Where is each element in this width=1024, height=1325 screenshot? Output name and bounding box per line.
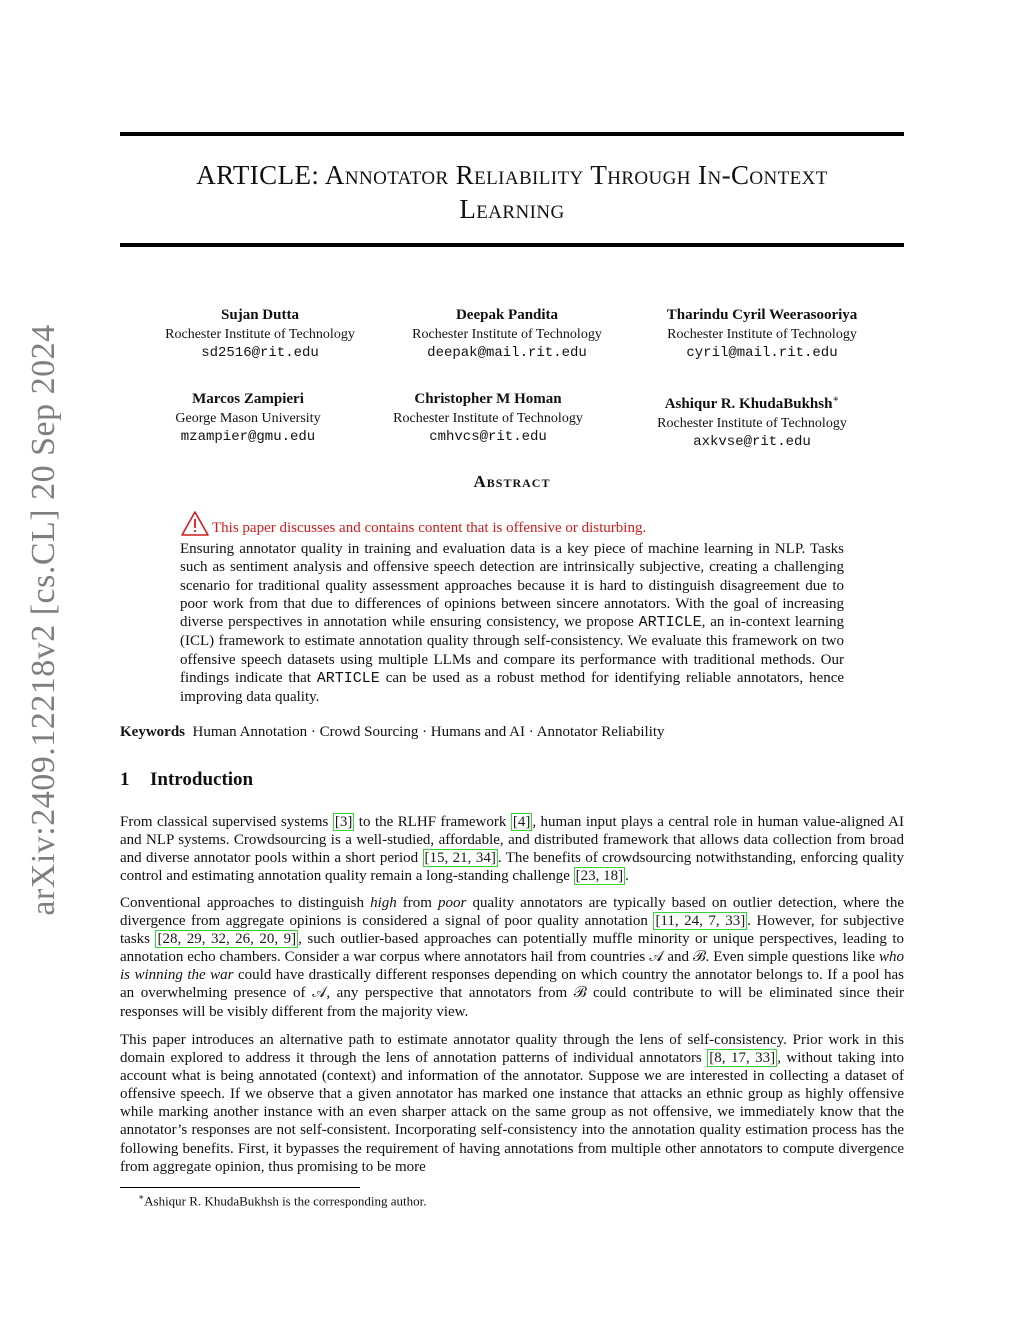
intro-paragraph-2: Conventional approaches to distinguish high from poor quality annotators are typically based on outlier detection, where the divergence from aggregate opinions is considered a signal of poor quality annotation [11, 24, 7, 33] . However, for subjective tasks [28, 29, 32, 26, 20, 9] , such outlier-based approaches can potentially muffle minority or unique perspectives, leading to annotation echo chambers. Consider a war corpus where annotators hail from countries 𝒜 and ℬ. Even simple questions like who is winning the war could have drastically different responses depending on which country the annotator belongs to. If a pool has an overwhelming presence of 𝒜, any perspective that annotators from ℬ could contribute to will be eliminated since their responses will be visibly different from the majority view.	[120, 895, 905, 1020]
author-email[interactable]: deepak@mail.rit.edu	[427, 345, 587, 361]
author-name: Christopher M Homan	[414, 391, 562, 407]
author-block	[118, 390, 378, 447]
author-affiliation: George Mason University	[175, 411, 321, 426]
author-block	[622, 390, 882, 452]
citation-link[interactable]: [23, 18]	[575, 868, 624, 885]
author-name: Deepak Pandita	[455, 307, 559, 323]
citation-link[interactable]: [8, 17, 33]	[709, 1050, 776, 1067]
author-affiliation: Rochester Institute of Technology	[165, 327, 355, 342]
author-name: Ashiqur R. KhudaBukhsh∗	[664, 394, 840, 412]
abstract-body: Ensuring annotator quality in training and evaluation data is a key piece of machine learning in NLP. Tasks such as sentiment analysis and offensive speech detection are intrinsically subjective, creating a challenging scenario for traditional quality assessment approaches because it is hard to distinguish disagreement due to poor work from that due to differences of opinions between sincere annotators. With the goal of increasing diverse perspectives in annotation while ensuring consistency, we propose ARTICLE, an in-context learning (ICL) framework to estimate annotation quality through self-consistency. We evaluate this framework on two offensive speech datasets using multiple LLMs and compare its performance with traditional methods. Our findings indicate that ARTICLE can be used as a robust method for identifying reliable annotators, hence improving data quality.	[180, 541, 845, 706]
arxiv-identifier-text: arXiv:2409.12218v2 [cs.CL] 20 Sep 2024	[25, 324, 62, 916]
footnote: ∗Ashiqur R. KhudaBukhsh is the corresponding author.	[138, 1192, 427, 1209]
citation-link[interactable]: [28, 29, 32, 26, 20, 9]	[157, 931, 297, 948]
author-name: Sujan Dutta	[221, 307, 299, 323]
corresponding-author-mark[interactable]: ∗	[832, 394, 840, 405]
warning-text: This paper discusses and contains content that is offensive or disturbing.	[212, 520, 647, 536]
author-email[interactable]: cmhvcs@rit.edu	[429, 429, 547, 445]
author-affiliation: Rochester Institute of Technology	[393, 411, 583, 426]
author-email[interactable]: cyril@mail.rit.edu	[686, 345, 838, 361]
keywords-label: Keywords	[120, 724, 185, 740]
section-heading: 1 Introduction	[120, 769, 254, 790]
author-affiliation: Rochester Institute of Technology	[412, 327, 602, 342]
keywords-line	[120, 724, 665, 741]
arxiv-identifier-stamp[interactable]	[24, 240, 64, 1000]
author-email[interactable]: sd2516@rit.edu	[201, 345, 319, 361]
author-name: Tharindu Cyril Weerasooriya	[666, 307, 858, 323]
author-name: Marcos Zampieri	[192, 391, 304, 407]
author-block	[130, 306, 390, 363]
author-affiliation: Rochester Institute of Technology	[657, 416, 847, 431]
intro-paragraph-3: This paper introduces an alternative path to estimate annotator quality through the lens of self-consistency. Prior work in this domain explored to address it through the lens of annotation patterns of individual annotators [8, 17, 33] , without taking into account what is being annotated (context) and information of the annotator. Suppose we are interested in collecting a dataset of offensive speech. If we observe that a given annotator has marked one instance that attacks an ethnic group as highly offensive while marking another instance with an even sharper attack on the same group as not offensive, we immediately know that the annotator’s responses are not self-consistent. Incorporating self-consistency into the annotation quality estimation process has the following benefits. First, it bypasses the requirement of having annotations from multiple other annotators to compute divergence from aggregate opinion, thus promising to be more	[120, 1032, 904, 1175]
content-warning	[180, 510, 646, 537]
citation-link[interactable]: [4]	[512, 814, 531, 830]
keywords-list: Human Annotation · Crowd Sourcing · Humans and AI · Annotator Reliability	[192, 724, 665, 740]
title-top-rule	[120, 132, 904, 136]
author-email[interactable]: axkvse@rit.edu	[693, 434, 811, 450]
article-name: ARTICLE	[638, 614, 702, 632]
abstract-heading: Abstract	[473, 472, 551, 491]
author-block	[377, 306, 637, 363]
citation-link[interactable]: [11, 24, 7, 33]	[655, 913, 746, 930]
title-bottom-rule	[120, 243, 904, 247]
author-block	[358, 390, 618, 447]
intro-paragraph-1: From classical supervised systems [3] to the RLHF framework [4] , human input plays a central role in human value-aligned AI and NLP systems. Crowdsourcing is a well-studied, affordable, and distributed framework that allows data collection from broad and diverse annotator pools within a short period [15, 21, 34] . The benefits of crowdsourcing notwithstanding, enforcing quality control and estimating annotation quality remain a long-standing challenge [23, 18] .	[120, 814, 905, 885]
footnote-rule	[120, 1187, 360, 1188]
warning-triangle-icon	[180, 510, 210, 537]
citation-link[interactable]: [3]	[334, 814, 353, 830]
article-name: ARTICLE	[316, 670, 380, 688]
paper-title: ARTICLE: Annotator Reliability Through In-Context Learning	[196, 160, 828, 224]
author-block	[632, 306, 892, 363]
citation-link[interactable]: [15, 21, 34]	[424, 850, 496, 867]
author-affiliation: Rochester Institute of Technology	[667, 327, 857, 342]
author-email[interactable]: mzampier@gmu.edu	[180, 429, 316, 445]
